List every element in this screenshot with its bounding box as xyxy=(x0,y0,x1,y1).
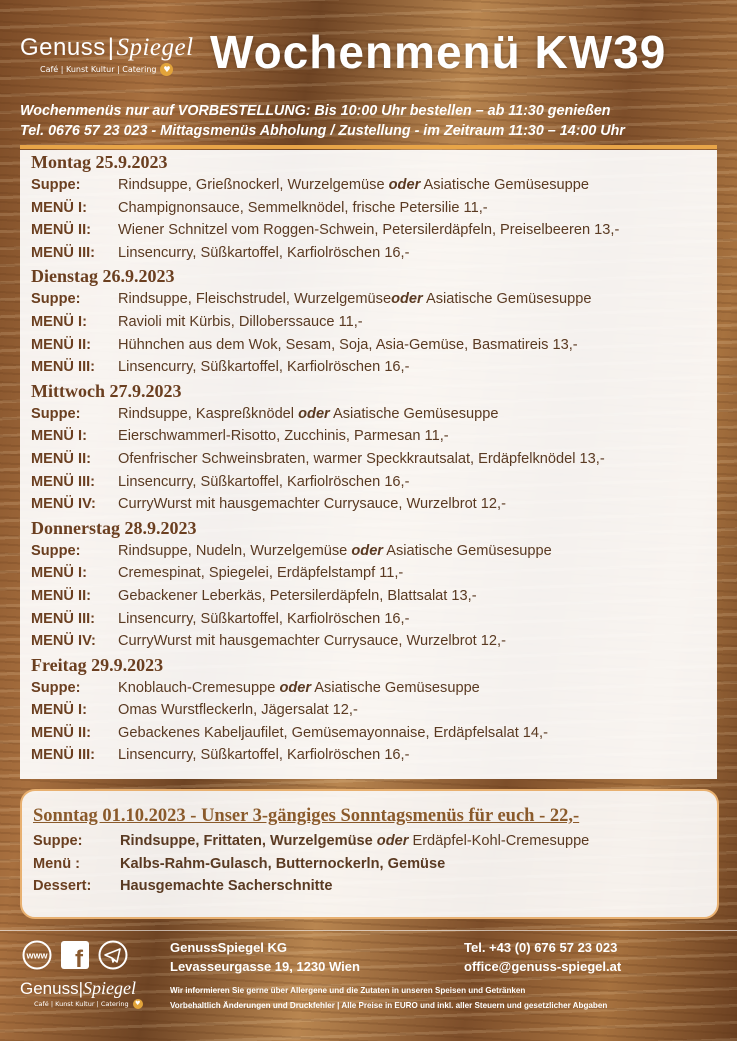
soup-option-a: Rindsuppe, Grießnockerl, Wurzelgemüse xyxy=(118,177,389,193)
footer-logo-tagline-text: Café | Kunst Kultur | Catering xyxy=(34,1000,129,1008)
company-address: Levasseurgasse 19, 1230 Wien xyxy=(170,959,360,974)
footer-logo-tagline xyxy=(34,999,143,1009)
sunday-dessert-text: Hausgemachte Sacherschnitte xyxy=(120,878,333,894)
sunday-menu-row xyxy=(33,853,706,876)
menu-text: Eierschwammerl-Risotto, Zucchinis, Parmesan 11,- xyxy=(118,428,449,445)
sunday-soup-option-a: Rindsuppe, Frittaten, Wurzelgemüse xyxy=(120,833,377,849)
footer-logo xyxy=(20,978,143,1009)
legal-notice xyxy=(170,983,607,1013)
soup-label: Suppe: xyxy=(31,542,81,559)
soup-option-a: Rindsuppe, Nudeln, Wurzelgemüse xyxy=(118,542,352,559)
menu-text: Linsencurry, Süßkartoffel, Karfiolröschen 16,- xyxy=(118,747,410,764)
sunday-soup-text xyxy=(120,830,589,853)
menu-row xyxy=(31,493,717,516)
footer-logo-name-b: Spiegel xyxy=(83,978,136,998)
menu-text: Gebackener Leberkäs, Petersilerdäpfeln, Blattsalat 13,- xyxy=(118,587,477,604)
sunday-soup-label: Suppe: xyxy=(33,833,83,849)
sunday-dessert-row xyxy=(33,875,706,898)
soup-row xyxy=(31,677,717,700)
menu-row xyxy=(31,744,717,767)
soup-or: oder xyxy=(391,291,423,308)
footer-heart-icon: ♥ xyxy=(133,999,143,1009)
soup-option-b: Asiatische Gemüsesuppe xyxy=(422,291,592,308)
soup-row xyxy=(31,540,717,563)
menu-row xyxy=(31,356,717,379)
facebook-icon-letter: f xyxy=(75,946,83,970)
day-monday xyxy=(20,150,717,264)
accent-divider xyxy=(20,145,717,149)
contact-phone[interactable]: Tel. +43 (0) 676 57 23 023 xyxy=(464,940,618,955)
menu-label: MENÜ II: xyxy=(31,450,91,467)
menu-label: MENÜ III: xyxy=(31,359,96,376)
social-icons xyxy=(22,940,128,970)
menu-row xyxy=(31,219,717,242)
menu-label: MENÜ I: xyxy=(31,313,87,330)
menu-label: MENÜ III: xyxy=(31,244,96,261)
soup-option-b: Asiatische Gemüsesuppe xyxy=(311,679,480,696)
menu-row xyxy=(31,242,717,265)
header-logo xyxy=(20,34,194,76)
website-icon-label: www xyxy=(26,950,48,961)
menu-text: Linsencurry, Süßkartoffel, Karfiolröschen 16,- xyxy=(118,610,410,627)
logo-tagline xyxy=(40,63,194,76)
order-info-line-2: Tel. 0676 57 23 023 - Mittagsmenüs Abholung / Zustellung - im Zeitraum 11:30 – 14:00 Uhr xyxy=(20,123,625,139)
menu-label: MENÜ I: xyxy=(31,565,87,582)
menu-row xyxy=(31,311,717,334)
menu-text: Cremespinat, Spiegelei, Erdäpfelstampf 11,- xyxy=(118,565,404,582)
soup-or: oder xyxy=(351,542,383,559)
soup-row xyxy=(31,174,717,197)
company-info xyxy=(170,938,360,976)
soup-row xyxy=(31,288,717,311)
menu-row xyxy=(31,608,717,631)
day-title: Freitag 29.9.2023 xyxy=(31,654,164,675)
soup-or: oder xyxy=(279,679,312,696)
footer-logo-name-a: Genuss xyxy=(20,979,79,998)
day-friday xyxy=(20,653,717,767)
soup-or: oder xyxy=(388,177,421,193)
order-info xyxy=(20,101,717,141)
soup-option-a: Rindsuppe, Kaspreßknödel xyxy=(118,405,299,422)
menu-row xyxy=(31,334,717,357)
day-title: Montag 25.9.2023 xyxy=(31,152,168,172)
sunday-menu-text: Kalbs-Rahm-Gulasch, Butternockerln, Gemüse xyxy=(120,855,446,872)
menu-text: Linsencurry, Süßkartoffel, Karfiolröschen 16,- xyxy=(118,359,410,376)
contact-email[interactable]: office@genuss-spiegel.at xyxy=(464,959,622,974)
menu-text: Linsencurry, Süßkartoffel, Karfiolröschen 16,- xyxy=(118,473,410,490)
menu-label: MENÜ II: xyxy=(31,336,91,353)
sunday-soup-option-b: Erdäpfel-Kohl-Cremesuppe xyxy=(408,833,590,849)
menu-text: Ravioli mit Kürbis, Dilloberssauce 11,- xyxy=(118,313,363,330)
menu-row xyxy=(31,471,717,494)
soup-text xyxy=(118,677,480,700)
day-title: Dienstag 26.9.2023 xyxy=(31,266,175,287)
logo-name-b: Spiegel xyxy=(116,34,194,61)
soup-label: Suppe: xyxy=(31,405,81,422)
menu-row xyxy=(31,425,717,448)
menu-text: Gebackenes Kabeljaufilet, Gemüsemayonnaise, Erdäpfelsalat 14,- xyxy=(118,724,548,741)
soup-option-b: Asiatische Gemüsesuppe xyxy=(420,177,589,193)
menu-row xyxy=(31,562,717,585)
menu-label: MENÜ IV: xyxy=(31,496,96,513)
soup-option-a: Rindsuppe, Fleischstrudel, Wurzelgemüse xyxy=(118,291,392,308)
menu-label: MENÜ I: xyxy=(31,199,87,216)
soup-option-b: Asiatische Gemüsesuppe xyxy=(382,542,552,559)
contact-info xyxy=(464,938,621,976)
menu-text: Linsencurry, Süßkartoffel, Karfiolröschen 16,- xyxy=(118,244,410,261)
soup-option-b: Asiatische Gemüsesuppe xyxy=(329,405,499,422)
sunday-soup-or: oder xyxy=(376,833,409,849)
logo-separator: | xyxy=(107,34,115,61)
sunday-dessert-label: Dessert: xyxy=(33,878,92,894)
soup-label: Suppe: xyxy=(31,177,81,193)
telegram-icon[interactable] xyxy=(98,940,128,970)
menu-text: CurryWurst mit hausgemachter Currysauce, Wurzelbrot 12,- xyxy=(118,633,506,650)
day-wednesday xyxy=(20,379,717,516)
menu-label: MENÜ I: xyxy=(31,702,87,719)
menu-row xyxy=(31,448,717,471)
footer-logo-wordmark: Genuss|Spiegel xyxy=(20,978,136,998)
menu-label: MENÜ II: xyxy=(31,222,91,239)
menu-row xyxy=(31,699,717,722)
menu-row xyxy=(31,585,717,608)
soup-label: Suppe: xyxy=(31,291,81,308)
soup-text xyxy=(118,540,552,563)
day-title: Mittwoch 27.9.2023 xyxy=(31,380,182,401)
menu-row xyxy=(31,722,717,745)
legal-line-1: Wir informieren Sie gerne über Allergene und die Zutaten in unseren Speisen und Getränken xyxy=(170,986,526,995)
legal-line-2: Vorbehaltlich Änderungen und Druckfehler | Alle Preise in EURO und inkl. aller Steuern und gesetzlicher Abgaben xyxy=(170,1001,608,1010)
menu-label: MENÜ III: xyxy=(31,610,96,627)
soup-text xyxy=(118,288,591,311)
menu-label: MENÜ IV: xyxy=(31,633,96,650)
menu-text: Hühnchen aus dem Wok, Sesam, Soja, Asia-Gemüse, Basmatireis 13,- xyxy=(118,336,578,353)
order-info-line-1: Wochenmenüs nur auf VORBESTELLUNG: Bis 10:00 Uhr bestellen – ab 11:30 genießen xyxy=(20,103,611,119)
heart-icon: ♥ xyxy=(160,63,173,76)
menu-label: MENÜ II: xyxy=(31,724,91,741)
website-icon[interactable] xyxy=(22,940,52,970)
page-title: Wochenmenü KW39 xyxy=(210,26,667,78)
menu-text: Ofenfrischer Schweinsbraten, warmer Speckkrautsalat, Erdäpfelknödel 13,- xyxy=(118,450,605,467)
menu-label: MENÜ I: xyxy=(31,428,87,445)
day-title: Donnerstag 28.9.2023 xyxy=(31,517,197,538)
day-thursday xyxy=(20,516,717,653)
weekday-menu-panel xyxy=(20,150,717,779)
soup-label: Suppe: xyxy=(31,679,81,696)
soup-text xyxy=(118,174,589,197)
day-tuesday xyxy=(20,264,717,378)
soup-row xyxy=(31,403,717,426)
facebook-icon[interactable] xyxy=(60,940,90,970)
sunday-title: Sonntag 01.10.2023 - Unser 3-gängiges Sonntagsmenüs für euch - 22,- xyxy=(33,806,580,826)
menu-text: Wiener Schnitzel vom Roggen-Schwein, Petersilerdäpfeln, Preiselbeeren 13,- xyxy=(118,222,620,239)
logo-tagline-text: Café | Kunst Kultur | Catering xyxy=(40,65,157,74)
menu-text: Champignonsauce, Semmelknödel, frische Petersilie 11,- xyxy=(118,199,488,216)
sunday-menu-label: Menü : xyxy=(33,855,81,872)
soup-or: oder xyxy=(298,405,330,422)
logo-wordmark xyxy=(20,34,194,62)
menu-label: MENÜ III: xyxy=(31,473,96,490)
soup-text xyxy=(118,403,498,426)
menu-row xyxy=(31,630,717,653)
menu-label: MENÜ III: xyxy=(31,747,96,764)
footer-divider xyxy=(0,930,737,931)
menu-row xyxy=(31,197,717,220)
sunday-menu-box xyxy=(20,789,719,919)
logo-name-a: Genuss xyxy=(20,34,106,61)
menu-text: CurryWurst mit hausgemachter Currysauce, Wurzelbrot 12,- xyxy=(118,496,506,513)
sunday-soup-row xyxy=(33,830,706,853)
company-name: GenussSpiegel KG xyxy=(170,940,288,955)
menu-text: Omas Wurstfleckerln, Jägersalat 12,- xyxy=(118,702,358,719)
menu-label: MENÜ II: xyxy=(31,587,91,604)
soup-option-a: Knoblauch-Cremesuppe xyxy=(118,679,280,696)
